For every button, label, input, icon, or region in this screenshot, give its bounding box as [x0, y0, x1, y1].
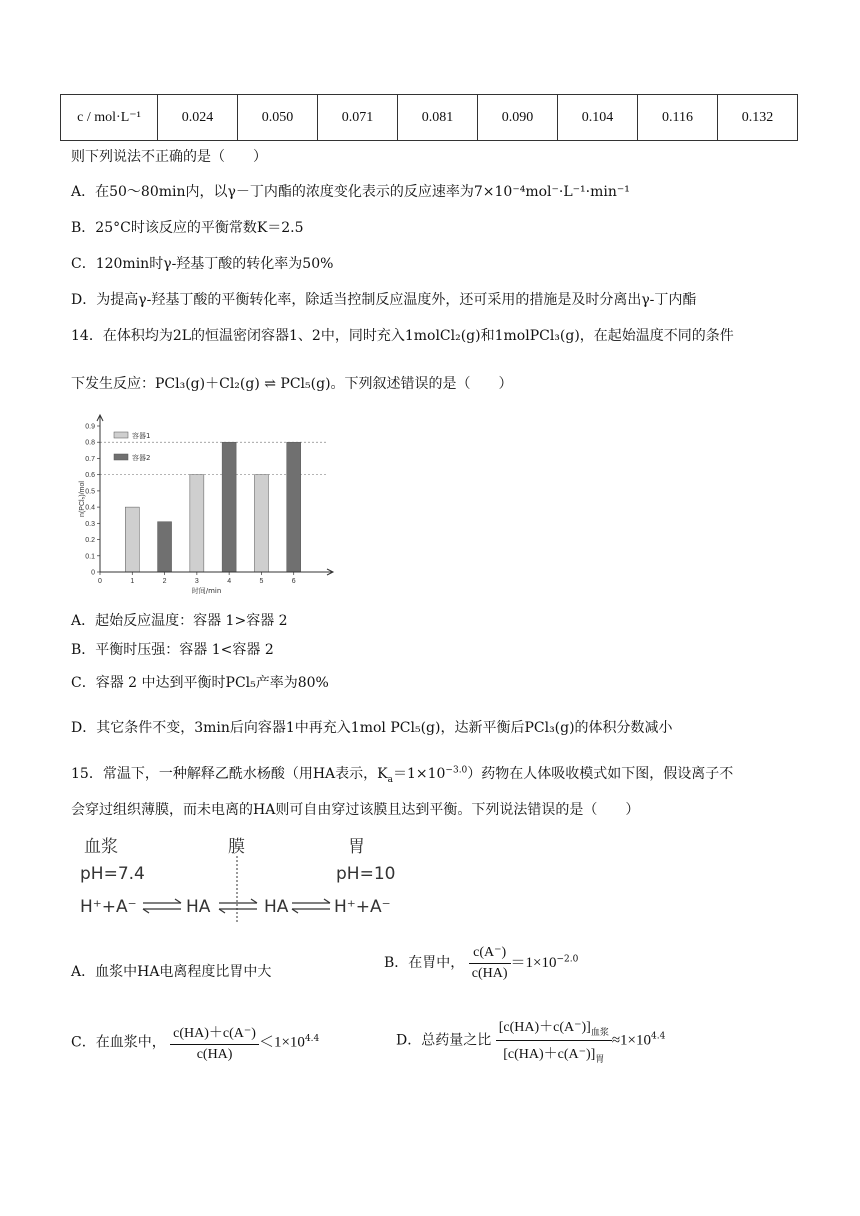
x-tick-label: 3 — [194, 578, 199, 585]
x-tick-label: 2 — [162, 578, 167, 585]
table-cell: 0.116 — [638, 95, 718, 141]
option-d-label: D．总药量之比 — [396, 1032, 492, 1049]
plasma-ph: pH=7.4 — [80, 864, 145, 884]
option-c-rhs: ＜1×10 — [258, 1034, 305, 1051]
q15-option-c — [71, 1022, 319, 1063]
q14-option-a: A．起始反应温度：容器 1>容器 2 — [71, 613, 288, 629]
fraction-denominator — [496, 1041, 612, 1065]
y-tick-label: 0.6 — [85, 472, 95, 480]
ka-subscript: a — [387, 774, 393, 785]
membrane-label: 膜 — [228, 837, 245, 857]
y-axis-label: n(PCl₅)/mol — [79, 481, 86, 517]
q14-option-b: B．平衡时压强：容器 1<容器 2 — [71, 642, 274, 658]
equilibrium-arrow-icon — [143, 899, 181, 913]
y-tick-label: 0.5 — [85, 488, 95, 496]
plasma-subscript: 血浆 — [590, 1026, 609, 1037]
plasma-label: 血浆 — [84, 837, 118, 857]
q15-option-a: A．血浆中HA电离程度比胃中大 — [71, 964, 272, 980]
x-tick-label: 6 — [291, 578, 296, 585]
legend-label: 容器1 — [132, 432, 151, 440]
scheme-arrows — [0, 0, 420, 930]
stomach-label: 胃 — [348, 837, 365, 857]
q14-stem-line2: 下发生反应：PCl₃(g)＋Cl₂(g) ⇌ PCl₅(g)。下列叙述错误的是（ ） — [71, 376, 513, 392]
x-tick-label: 0 — [98, 578, 102, 585]
y-tick-label: 0.3 — [85, 520, 95, 528]
option-b-rhs: ＝1×10 — [510, 955, 557, 971]
numerator-text: [c(HA)＋c(A⁻)] — [498, 1020, 591, 1035]
y-tick-label: 0.4 — [85, 504, 95, 512]
equilibrium-arrow-icon — [292, 899, 330, 913]
y-tick-label: 0.1 — [85, 553, 95, 561]
stomach-subscript: 胃 — [595, 1053, 605, 1064]
q13-option-a: A．在50～80min内，以γ－丁内酯的浓度变化表示的反应速率为7×10⁻⁴mol⁻·L⁻¹·min⁻¹ — [71, 184, 630, 200]
q15-stem-text: 15．常温下，一种解释乙酰水杨酸（用HA表示，K — [71, 766, 388, 782]
exponent: −2.0 — [556, 954, 579, 965]
q14-option-c: C．容器 2 中达到平衡时PCl₅产率为80% — [71, 675, 329, 691]
fraction — [170, 1022, 259, 1063]
stomach-ions: H⁺+A⁻ — [334, 897, 391, 917]
x-axis-label: 时间/min — [191, 587, 222, 595]
q15-stem-line2: 会穿过组织薄膜，而未电离的HA则可自由穿过该膜且达到平衡。下列说法错误的是（ ） — [71, 802, 640, 818]
fraction-denominator: c(HA) — [471, 966, 508, 981]
table-cell: 0.081 — [398, 95, 478, 141]
q13-option-b: B．25°C时该反应的平衡常数K＝2.5 — [71, 220, 304, 236]
table-cell: 0.071 — [318, 95, 398, 141]
fraction-numerator: c(A⁻) — [469, 944, 511, 964]
x-tick-label: 5 — [259, 578, 264, 585]
denominator-text: [c(HA)＋c(A⁻)] — [503, 1046, 596, 1062]
y-tick-label: 0 — [91, 569, 95, 577]
plasma-ions: H⁺+A⁻ — [80, 897, 137, 917]
y-tick-label: 0.8 — [85, 439, 95, 447]
fraction — [496, 1016, 612, 1065]
x-tick-label: 1 — [130, 578, 135, 585]
stomach-ph: pH=10 — [336, 864, 396, 884]
exponent: 4.4 — [651, 1031, 666, 1042]
table-cell: 0.024 — [158, 95, 238, 141]
q13-option-d: D．为提高γ-羟基丁酸的平衡转化率，除适当控制反应温度外，还可采用的措施是及时分离出γ-丁内酯 — [71, 292, 697, 308]
fraction-numerator: c(HA)＋c(A⁻) — [170, 1022, 259, 1045]
y-tick-label: 0.7 — [85, 455, 95, 463]
q13-prompt: 则下列说法不正确的是（ ） — [71, 149, 267, 165]
table-cell: 0.132 — [718, 95, 798, 141]
option-b-label: B．在胃中， — [384, 955, 465, 971]
x-tick-label: 4 — [227, 578, 232, 585]
ha-stomach: HA — [264, 897, 289, 917]
table-cell: 0.050 — [238, 95, 318, 141]
q13-option-c: C．120min时γ-羟基丁酸的转化率为50% — [71, 256, 334, 272]
equilibrium-arrow-icon — [219, 899, 257, 913]
y-tick-label: 0.9 — [85, 423, 95, 431]
q15-option-b — [384, 944, 578, 982]
q14-option-d: D．其它条件不变，3min后向容器1中再充入1mol PCl₅(g)，达新平衡后PCl₃(g)的体积分数减小 — [71, 720, 673, 736]
ka-value: ＝1×10 — [392, 766, 446, 782]
fraction-denominator: c(HA) — [196, 1047, 233, 1062]
exponent: 4.4 — [304, 1033, 320, 1044]
q15-stem-text-end: ）药物在人体吸收模式如下图，假设离子不 — [467, 766, 734, 782]
option-c-label: C．在血浆中， — [71, 1034, 166, 1051]
ha-plasma: HA — [186, 897, 211, 917]
ka-exponent: −3.0 — [445, 765, 468, 776]
fraction-numerator — [496, 1016, 612, 1041]
table-header-cell: c / mol·L⁻¹ — [61, 95, 158, 141]
fraction — [469, 944, 511, 982]
table-cell: 0.090 — [478, 95, 558, 141]
q15-option-d — [396, 1016, 665, 1065]
option-d-rhs: ≈1×10 — [611, 1032, 652, 1049]
y-tick-label: 0.2 — [85, 537, 95, 545]
legend-label: 容器2 — [132, 454, 151, 462]
table-cell: 0.104 — [558, 95, 638, 141]
q14-stem-line1: 14．在体积均为2L的恒温密闭容器1、2中，同时充入1molCl₂(g)和1molPCl₃(g)，在起始温度不同的条件 — [71, 328, 734, 344]
